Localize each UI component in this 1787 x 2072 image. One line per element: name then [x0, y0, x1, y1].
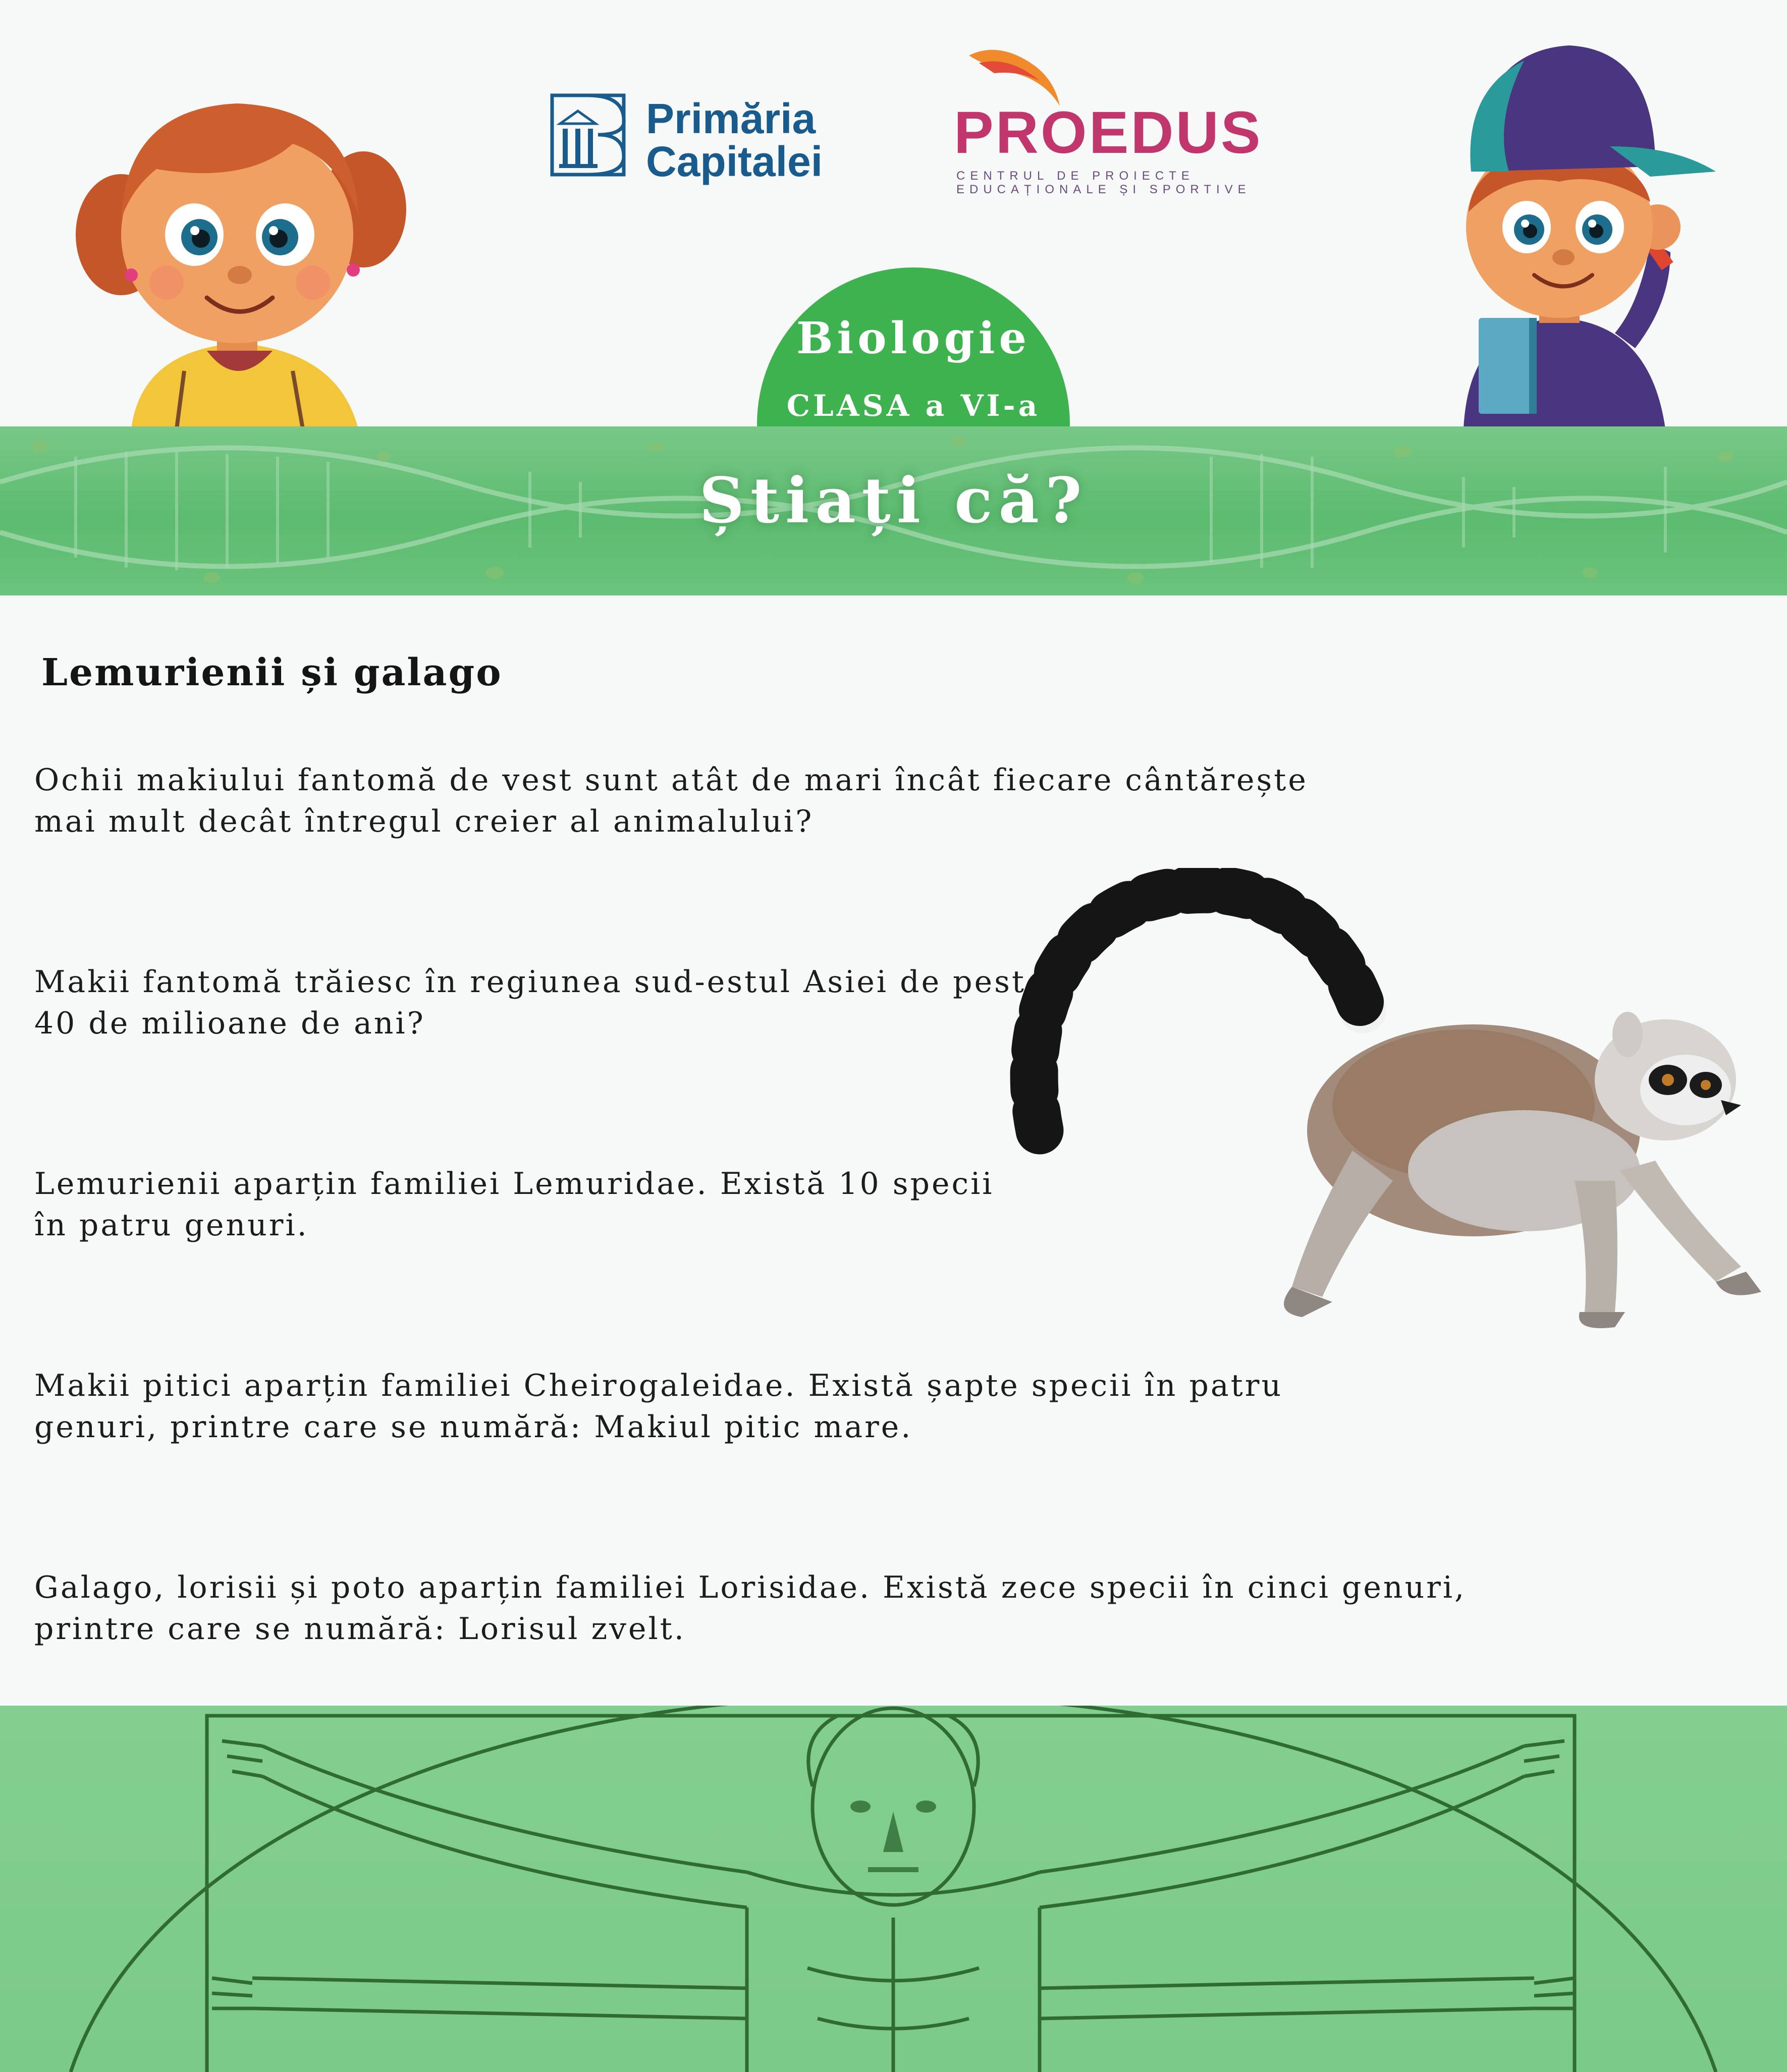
- fact-paragraph: [34, 1163, 994, 1246]
- class-label: CLASA a VI-a: [786, 389, 1041, 423]
- did-you-know-banner: [0, 426, 1787, 595]
- proedus-logo-wordmark: PROEDUS: [954, 99, 1263, 166]
- fact-line: în patru genuri.: [34, 1208, 309, 1243]
- fact-line: Makii fantomă trăiesc în regiunea sud-estul Asiei de peste: [34, 964, 1046, 1000]
- primaria-logo-text-line1: Primăria: [646, 95, 816, 142]
- page-header: [0, 0, 1787, 426]
- fact-paragraph: [34, 759, 1308, 842]
- primaria-logo-text-line2: Capitalei: [646, 138, 823, 185]
- fact-paragraph: [34, 1567, 1466, 1650]
- ring-tailed-lemur-image: [1009, 868, 1776, 1352]
- primaria-capitalei-logo: [550, 91, 853, 185]
- proedus-tagline-line2: EDUCAȚIONALE ȘI SPORTIVE: [956, 183, 1251, 196]
- fact-line: mai mult decât întregul creier al animalului?: [34, 804, 814, 839]
- section-title: Lemurienii și galago: [41, 651, 503, 694]
- fact-line: Lemurienii aparțin familiei Lemuridae. Există 10 specii: [34, 1166, 994, 1202]
- fact-line: Makii pitici aparțin familiei Cheirogaleidae. Există șapte specii în patru: [34, 1368, 1283, 1403]
- subject-title: Biologie: [796, 313, 1031, 364]
- fact-line: 40 de milioane de ani?: [34, 1006, 425, 1041]
- girl-mascot-illustration: [56, 68, 419, 429]
- fact-paragraph: [34, 1365, 1283, 1448]
- fact-line: printre care se numără: Lorisul zvelt.: [34, 1611, 686, 1647]
- boy-mascot-illustration: [1433, 20, 1716, 429]
- fact-paragraph: [34, 961, 1046, 1044]
- primaria-building-icon: [550, 93, 626, 177]
- proedus-tagline-line1: CENTRUL DE PROIECTE: [956, 169, 1195, 183]
- fact-line: genuri, printre care se numără: Makiul pitic mare.: [34, 1409, 913, 1445]
- proedus-logo: [954, 45, 1263, 196]
- vitruvian-man-panel: [0, 1706, 1787, 2072]
- fact-line: Ochii makiului fantomă de vest sunt atât de mari încât fiecare cântărește: [34, 762, 1308, 798]
- vitruvian-man-illustration: [0, 1706, 1787, 2072]
- banner-title: Știați că?: [699, 464, 1088, 537]
- fact-line: Galago, lorisii și poto aparțin familiei Lorisidae. Există zece specii în cinci genuri,: [34, 1570, 1467, 1605]
